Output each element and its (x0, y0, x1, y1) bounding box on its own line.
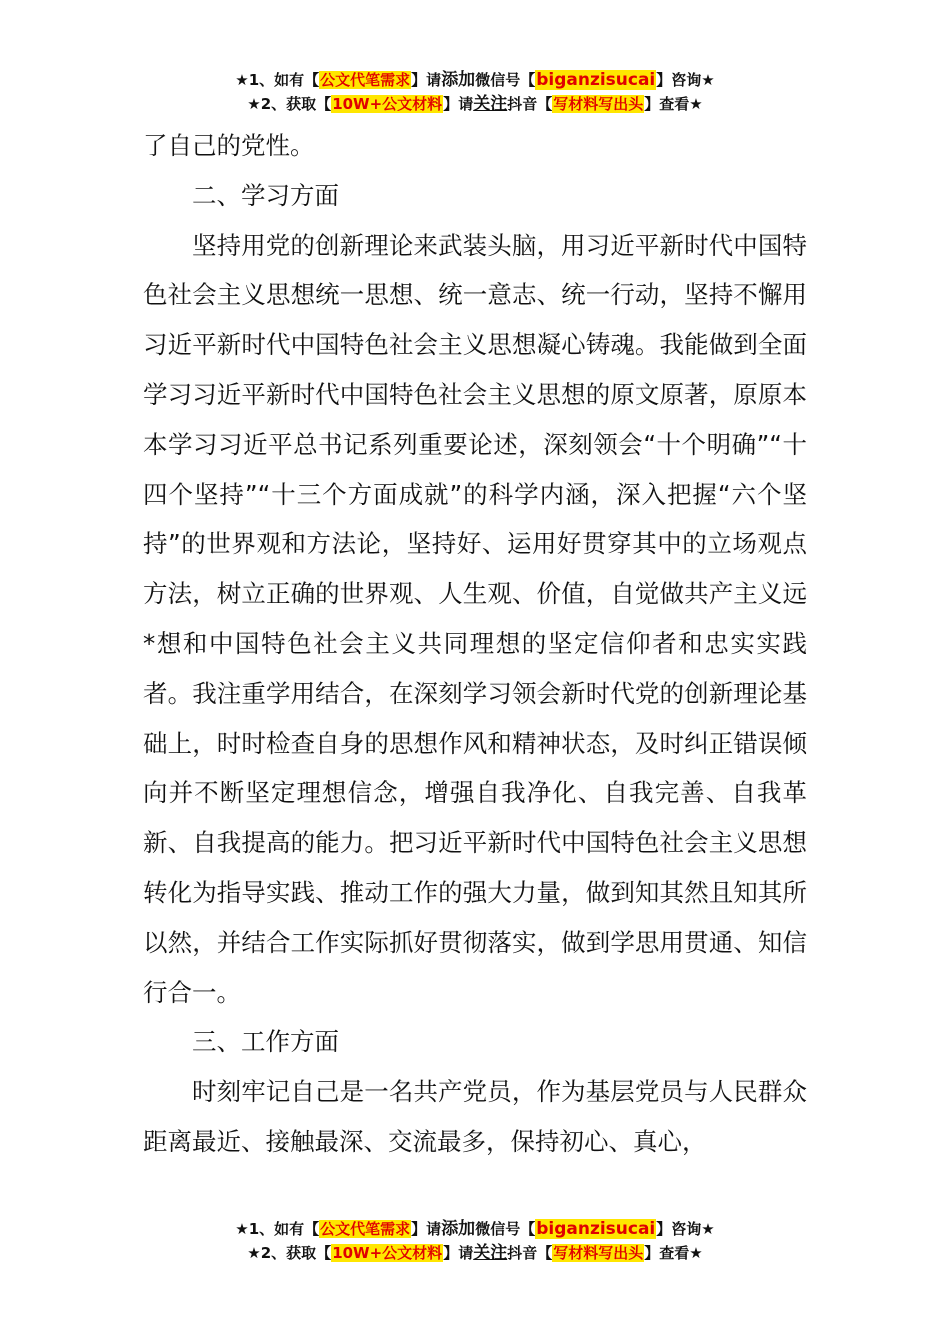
section-heading-work: 三、工作方面 (192, 1027, 339, 1057)
highlight-service: 公文代笔需求 (320, 1220, 411, 1238)
star-icon: ★ (247, 95, 261, 113)
highlight-wechat-id: biganzisucai (536, 1219, 656, 1239)
star-icon: ★ (701, 71, 715, 89)
banner-line-2 (0, 1241, 950, 1265)
highlight-materials: 10W+公文材料 (332, 95, 443, 113)
top-banner (0, 68, 950, 116)
banner-text: 】咨询 (656, 71, 702, 89)
banner-text: 微信号【 (475, 71, 536, 89)
banner-text: 】请 (443, 1244, 474, 1262)
banner-text: 1、如有【 (248, 1220, 320, 1238)
star-icon: ★ (235, 1220, 249, 1238)
banner-text: 】请 (411, 71, 442, 89)
banner-text: 抖音【 (507, 95, 553, 113)
banner-line-1 (0, 1217, 950, 1241)
highlight-wechat-id: biganzisucai (536, 70, 656, 90)
banner-text: 】咨询 (656, 1220, 702, 1238)
banner-emphasis: 添加 (441, 1219, 476, 1239)
paragraph-work: 时刻牢记自己是一名共产党员，作为基层党员与人民群众距离最近、接触最深、交流最多，保持初心、真心， (143, 1077, 807, 1156)
highlight-douyin: 写材料写出头 (553, 95, 644, 113)
banner-text: 2、获取【 (260, 1244, 332, 1262)
banner-line-2 (0, 92, 950, 116)
banner-text: 1、如有【 (248, 71, 320, 89)
banner-text: 2、获取【 (260, 95, 332, 113)
star-icon: ★ (701, 1220, 715, 1238)
banner-text: 】查看 (644, 1244, 690, 1262)
continuation-line: 了自己的党性。 (143, 131, 315, 160)
banner-emphasis: 关注 (473, 94, 508, 114)
bottom-banner (0, 1217, 950, 1265)
banner-text: 】请 (411, 1220, 442, 1238)
highlight-materials: 10W+公文材料 (332, 1244, 443, 1262)
paragraph-study: 坚持用党的创新理论来武装头脑，用习近平新时代中国特色社会主义思想统一思想、统一意志、统一行动，坚持不懈用习近平新时代中国特色社会主义思想凝心铸魂。我能做到全面学习习近平新时代中国特色社会主义思想的原文原著，原原本本学习习近平总书记系列重要论述，深刻领会“十个明确”“十四个坚持”“十三个方面成就”的科学内涵，深入把握“六个坚持”的世界观和方法论，坚持好、运用好贯穿其中的立场观点方法，树立正确的世界观、人生观、价值，自觉做共产主义远*想和中国特色社会主义共同理想的坚定信仰者和忠实实践者。我注重学用结合，在深刻学习领会新时代党的创新理论基础上，时时检查自身的思想作风和精神状态，及时纠正错误倾向并不断坚定理想信念，增强自我净化、自我完善、自我革新、自我提高的能力。把习近平新时代中国特色社会主义思想转化为指导实践、推动工作的强大力量，做到知其然且知其所以然，并结合工作实际抓好贯彻落实，做到学思用贯通、知信行合一。 (143, 230, 807, 1007)
banner-text: 微信号【 (475, 1220, 536, 1238)
banner-line-1 (0, 68, 950, 92)
banner-text: 】查看 (644, 95, 690, 113)
banner-emphasis: 关注 (473, 1243, 508, 1263)
star-icon: ★ (689, 1244, 703, 1262)
star-icon: ★ (247, 1244, 261, 1262)
document-body (143, 121, 807, 1167)
star-icon: ★ (235, 71, 249, 89)
banner-text: 抖音【 (507, 1244, 553, 1262)
highlight-douyin: 写材料写出头 (553, 1244, 644, 1262)
banner-emphasis: 添加 (441, 70, 476, 90)
section-heading-study: 二、学习方面 (192, 180, 339, 210)
banner-text: 】请 (443, 95, 474, 113)
highlight-service: 公文代笔需求 (320, 71, 411, 89)
star-icon: ★ (689, 95, 703, 113)
